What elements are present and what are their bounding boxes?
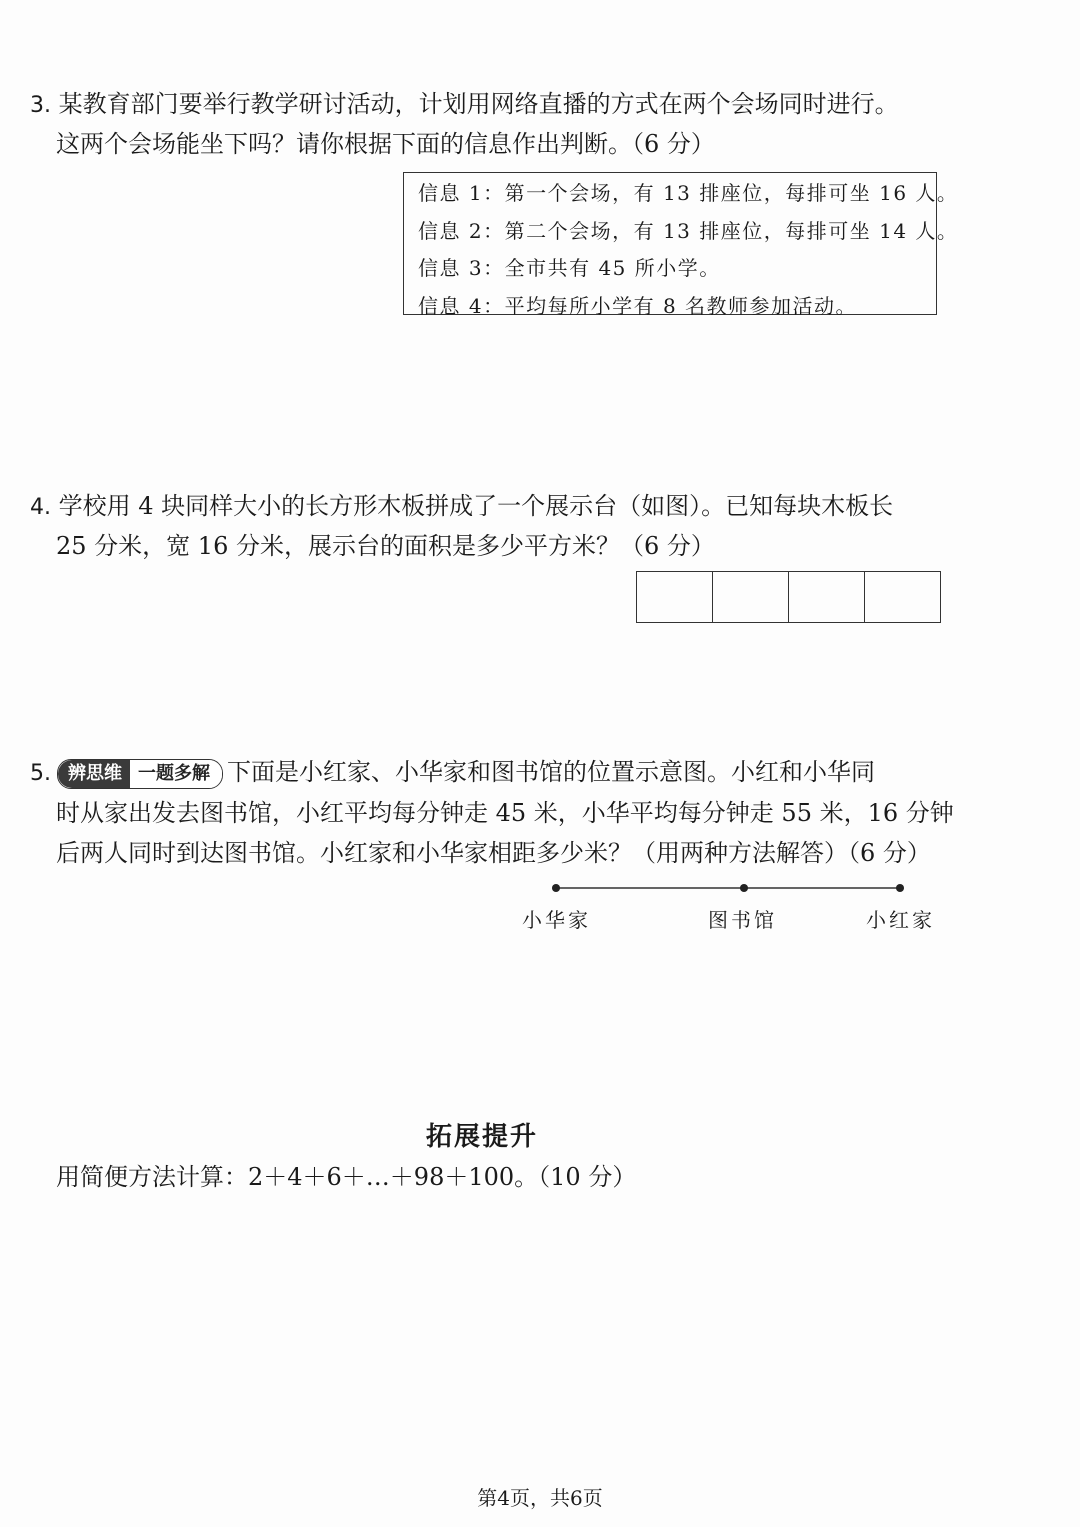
point-xiaohong-home (896, 884, 904, 892)
q5-tag (57, 759, 223, 789)
q3-line2: 这两个会场能坐下吗？请你根据下面的信息作出判断。（6 分） (56, 130, 715, 158)
q5-line3: 后两人同时到达图书馆。小红家和小华家相距多少米？（用两种方法解答）（6 分） (56, 839, 931, 867)
q3-number: 3. (30, 93, 51, 118)
q5-number: 5. (30, 761, 51, 786)
info-line-2: 信息 2：第二个会场，有 13 排座位，每排可坐 14 人。 (418, 218, 959, 243)
label-xiaohua-home: 小华家 (522, 908, 591, 932)
q3-text-line1: 某教育部门要举行教学研讨活动，计划用网络直播的方式在两个会场同时进行。 (58, 90, 899, 118)
label-library: 图书馆 (708, 908, 777, 932)
info-line-1: 信息 1：第一个会场，有 13 排座位，每排可坐 16 人。 (418, 181, 959, 205)
point-xiaohua-home (552, 884, 560, 892)
q5-text-line1: 下面是小红家、小华家和图书馆的位置示意图。小红和小华同 (227, 758, 875, 786)
board-3 (789, 572, 865, 622)
q4-text-line1: 学校用 4 块同样大小的长方形木板拼成了一个展示台（如图）。已知每块木板长 (58, 492, 894, 520)
page-footer: 第4页，共6页 (477, 1486, 603, 1510)
info-line-4: 信息 4：平均每所小学有 8 名教师参加活动。 (418, 293, 858, 318)
point-library (740, 884, 748, 892)
board-2 (713, 572, 789, 622)
board-4 (865, 572, 940, 622)
q3-line1 (30, 84, 899, 126)
location-diagram (540, 878, 920, 900)
q4-line1 (30, 486, 893, 528)
tag-think: 辨思维 (58, 760, 130, 788)
q4-number: 4. (30, 495, 51, 520)
label-xiaohong-home: 小红家 (866, 908, 935, 932)
display-stand-figure (636, 571, 941, 623)
extension-question: 用简便方法计算：2＋4＋6＋…＋98＋100。（10 分） (56, 1163, 637, 1191)
tag-multi-solution: 一题多解 (130, 760, 222, 788)
info-line-3: 信息 3：全市共有 45 所小学。 (418, 256, 721, 280)
section-title: 拓展提升 (426, 1122, 539, 1152)
q3-info-box (403, 172, 959, 318)
q5-line1 (30, 752, 875, 794)
q5-line2: 时从家出发去图书馆，小红平均每分钟走 45 米，小华平均每分钟走 55 米，16 分钟 (56, 799, 954, 827)
board-1 (637, 572, 713, 622)
q4-line2: 25 分米，宽 16 分米，展示台的面积是多少平方米？（6 分） (56, 532, 715, 560)
